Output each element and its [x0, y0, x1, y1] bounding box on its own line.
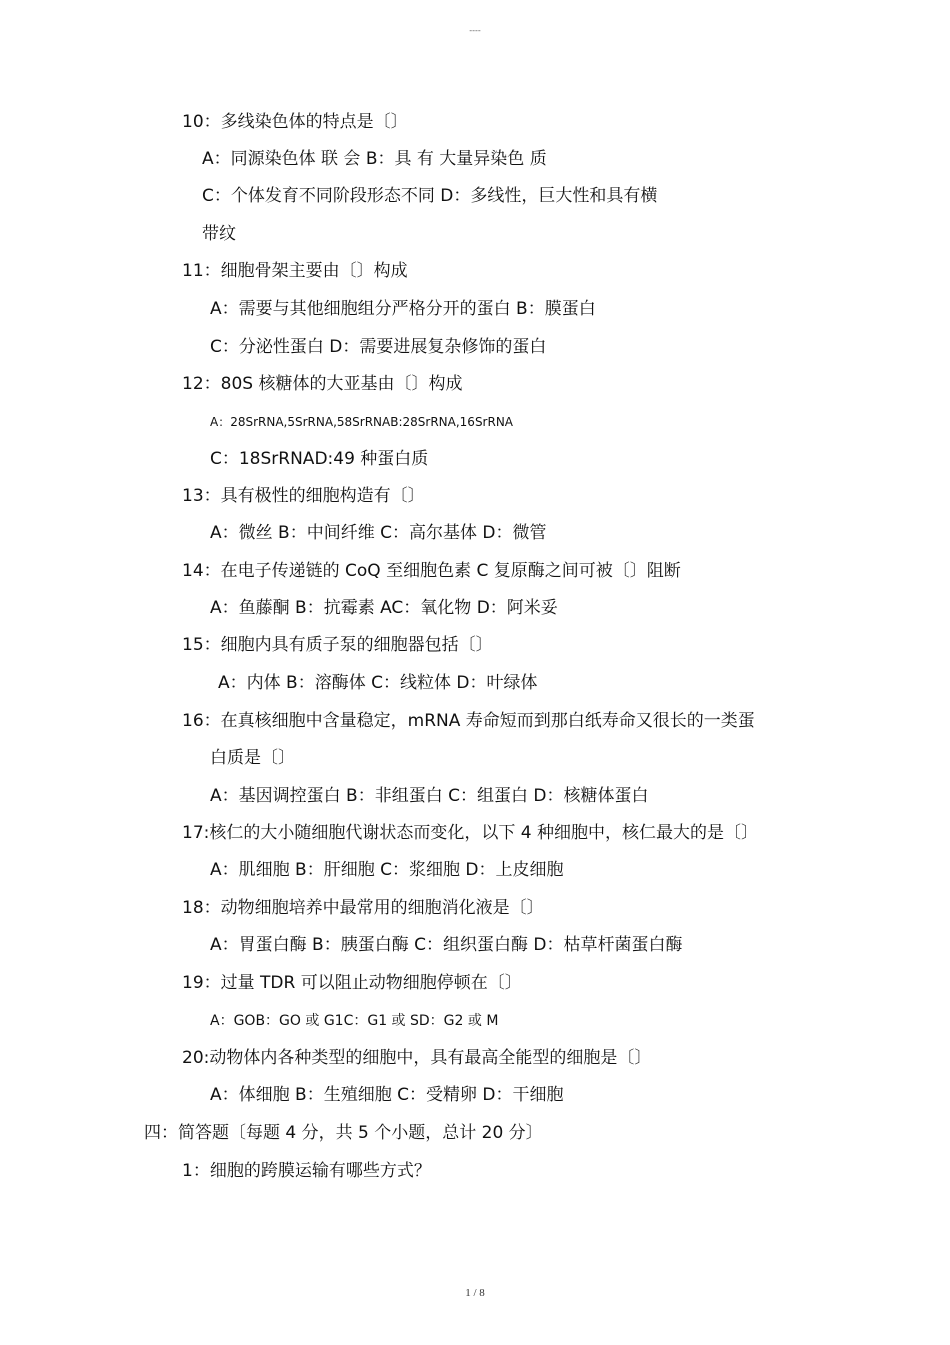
question-20-options: A：体细胞 B：生殖细胞 C：受精卵 D：干细胞	[210, 1085, 564, 1105]
question-12-options-ab: A：28SrRNA,5SrRNA,58SrRNAB:28SrRNA,16SrRNA	[210, 415, 514, 429]
question-17-options: A：肌细胞 B：肝细胞 C：浆细胞 D：上皮细胞	[210, 860, 564, 880]
question-16-cont: 白质是〔〕	[210, 748, 295, 768]
question-19: 19：过量 TDR 可以阻止动物细胞停顿在〔〕	[182, 973, 522, 993]
page-number: 1 / 8	[465, 1287, 485, 1299]
page-header-mark: ----	[469, 26, 481, 35]
question-12-options-cd: C：18SrRNAD:49 种蛋白质	[210, 449, 429, 469]
question-18: 18：动物细胞培养中最常用的细胞消化液是〔〕	[182, 898, 544, 918]
question-10: 10：多线染色体的特点是〔〕	[182, 112, 408, 132]
question-10-options-ab: A：同源染色体 联 会 B：具 有 大量异染色 质	[202, 149, 547, 169]
question-15-options: A：内体 B：溶酶体 C：线粒体 D：叶绿体	[218, 673, 538, 693]
question-10-options-cd-cont: 带纹	[202, 224, 236, 244]
section-heading-short-answer: 四：简答题〔每题 4 分，共 5 个小题，总计 20 分〕	[144, 1123, 543, 1143]
question-14-options: A：鱼藤酮 B：抗霉素 AC：氧化物 D：阿米妥	[210, 598, 558, 618]
question-11: 11：细胞骨架主要由〔〕构成	[182, 261, 408, 281]
short-answer-question-1: 1：细胞的跨膜运输有哪些方式？	[182, 1161, 431, 1181]
question-12: 12：80S 核糖体的大亚基由〔〕构成	[182, 374, 463, 394]
question-11-options-ab: A：需要与其他细胞组分严格分开的蛋白 B：膜蛋白	[210, 299, 596, 319]
question-15: 15：细胞内具有质子泵的细胞器包括〔〕	[182, 635, 493, 655]
question-13: 13：具有极性的细胞构造有〔〕	[182, 486, 425, 506]
question-17: 17:核仁的大小随细胞代谢状态而变化，以下 4 种细胞中，核仁最大的是〔〕	[182, 823, 758, 843]
question-14: 14：在电子传递链的 CoQ 至细胞色素 C 复原酶之间可被〔〕阻断	[182, 561, 681, 581]
question-16-options: A：基因调控蛋白 B：非组蛋白 C：组蛋白 D：核糖体蛋白	[210, 786, 649, 806]
question-19-options: A：GOB：GO 或 G1C：G1 或 SD：G2 或 M	[210, 1013, 499, 1029]
question-18-options: A：胃蛋白酶 B：胰蛋白酶 C：组织蛋白酶 D：枯草杆菌蛋白酶	[210, 935, 683, 955]
question-16: 16：在真核细胞中含量稳定，mRNA 寿命短而到那白纸寿命又很长的一类蛋	[182, 711, 755, 731]
question-13-options: A：微丝 B：中间纤维 C：高尔基体 D：微管	[210, 523, 547, 543]
question-10-options-cd: C：个体发育不同阶段形态不同 D：多线性，巨大性和具有横	[202, 186, 658, 206]
question-20: 20:动物体内各种类型的细胞中，具有最高全能型的细胞是〔〕	[182, 1048, 652, 1068]
question-11-options-cd: C：分泌性蛋白 D：需要进展复杂修饰的蛋白	[210, 337, 547, 357]
